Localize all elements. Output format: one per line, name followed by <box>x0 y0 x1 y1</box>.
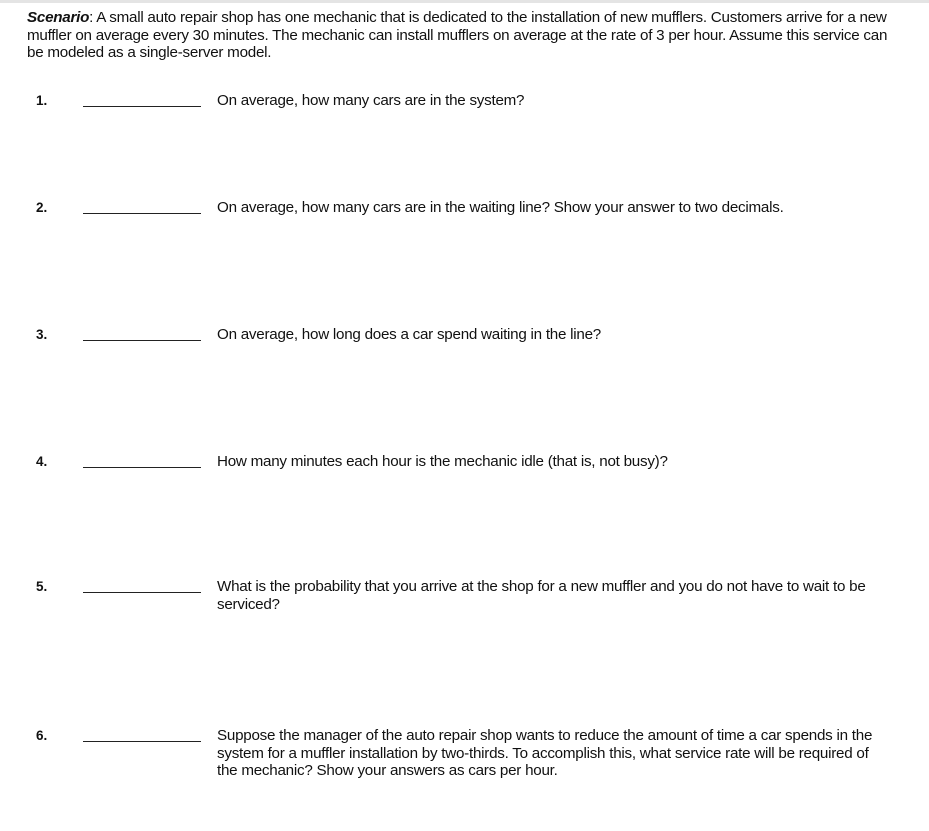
scenario-text: : A small auto repair shop has one mechanic that is dedicated to the installation of new mufflers. Customers arrive for a new muffler on average every 30 minutes. The mechanic can install mufflers on average at the rate of 3 per hour. Assume this service can be modeled as a single-server model. <box>27 9 888 61</box>
question-number: 3. <box>36 327 48 342</box>
question-text: How many minutes each hour is the mechanic idle (that is, not busy)? <box>217 453 668 470</box>
scenario-label: Scenario <box>27 9 90 26</box>
answer-blank[interactable] <box>83 213 201 214</box>
question-number: 2. <box>36 200 48 215</box>
question-text: On average, how many cars are in the system? <box>217 92 525 109</box>
answer-blank[interactable] <box>83 106 201 107</box>
question-number: 1. <box>36 93 48 108</box>
answer-blank[interactable] <box>83 340 201 341</box>
question-text: On average, how many cars are in the waiting line? Show your answer to two decimals. <box>217 199 784 216</box>
question-text: On average, how long does a car spend waiting in the line? <box>217 326 602 343</box>
answer-blank[interactable] <box>83 741 201 742</box>
answer-blank[interactable] <box>83 467 201 468</box>
top-divider <box>0 0 929 3</box>
scenario-paragraph <box>27 9 897 62</box>
question-number: 5. <box>36 579 48 594</box>
answer-blank[interactable] <box>83 592 201 593</box>
question-text: Suppose the manager of the auto repair shop wants to reduce the amount of time a car spends in the system for a muffler installation by two-thirds. To accomplish this, what service rate will be required of the mechanic? Show your answers as cars per hour. <box>217 727 873 779</box>
question-number: 6. <box>36 728 48 743</box>
question-text: What is the probability that you arrive at the shop for a new muffler and you do not have to wait to be serviced? <box>217 578 866 613</box>
question-number: 4. <box>36 454 48 469</box>
